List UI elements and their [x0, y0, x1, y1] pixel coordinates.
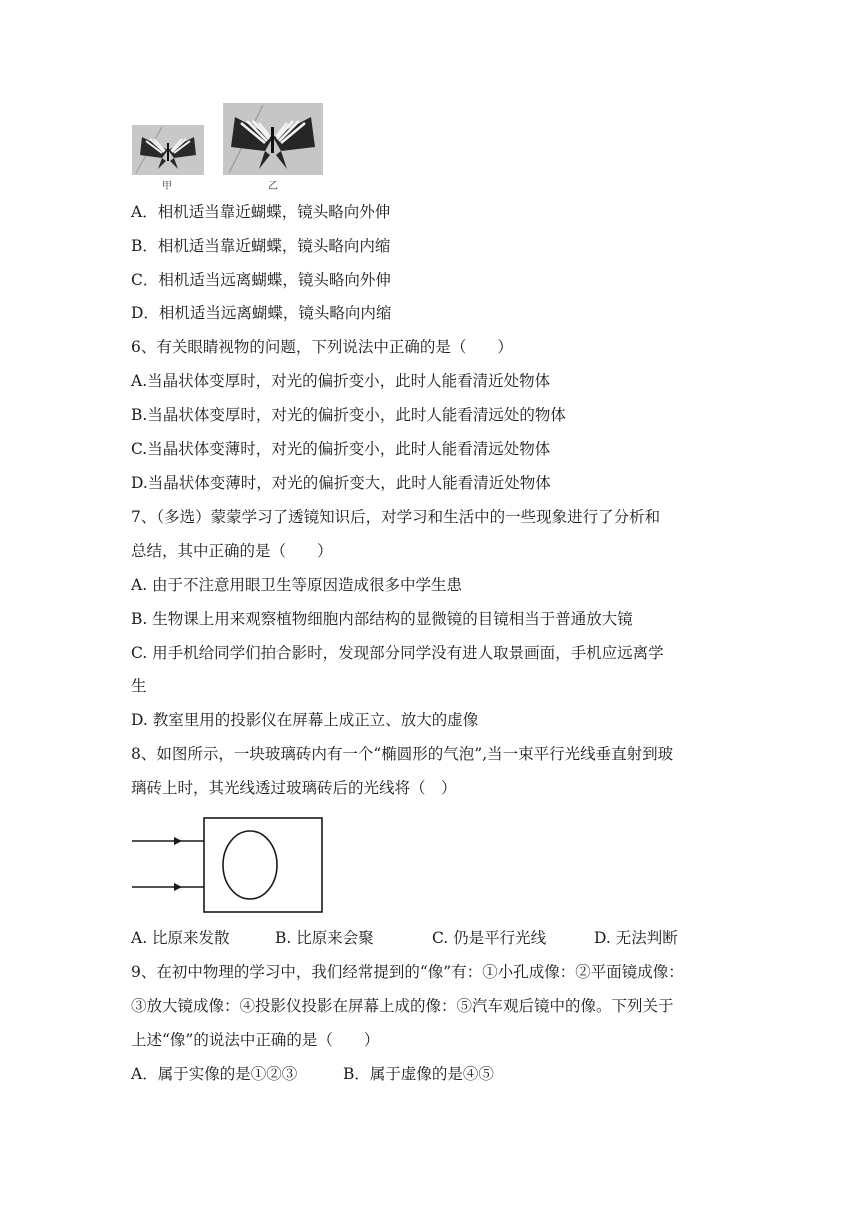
- q5-option-c: C．相机适当远离蝴蝶，镜头略向外伸: [131, 271, 391, 289]
- q8-option-a: A. 比原来发散: [131, 929, 230, 947]
- butterfly-photo-yi: [223, 103, 323, 175]
- arrow-right-icon: [174, 837, 182, 845]
- q7-stem-line2: 总结，其中正确的是（ ）: [131, 542, 333, 560]
- butterfly-icon: [223, 103, 323, 175]
- glass-brick: [204, 818, 322, 912]
- q8-option-c: C. 仍是平行光线: [432, 929, 547, 947]
- q5-option-a: A．相机适当靠近蝴蝶，镜头略向外伸: [131, 203, 391, 221]
- q8-option-d: D. 无法判断: [594, 929, 678, 947]
- glass-brick-diagram: [128, 812, 328, 918]
- q6-stem: 6、有关眼睛视物的问题，下列说法中正确的是（ ）: [131, 338, 513, 356]
- q5-option-d: D．相机适当远离蝴蝶，镜头略向内缩: [131, 304, 392, 322]
- q6-option-b: B.当晶状体变厚时，对光的偏折变小，此时人能看清远处的物体: [131, 406, 566, 424]
- q9-stem-line1: 9、在初中物理的学习中，我们经常提到的“像”有：①小孔成像：②平面镜成像：: [131, 963, 684, 981]
- q7-option-c-cont: 生: [131, 677, 147, 695]
- elliptical-bubble: [223, 831, 277, 899]
- figure-caption-yi: 乙: [268, 181, 278, 192]
- q7-option-b: B. 生物课上用来观察植物细胞内部结构的显微镜的目镜相当于普通放大镜: [131, 610, 633, 628]
- q5-option-b: B．相机适当靠近蝴蝶，镜头略向内缩: [131, 237, 391, 255]
- q8-stem-line2: 璃砖上时，其光线透过玻璃砖后的光线将（ ）: [131, 779, 457, 797]
- arrow-right-icon: [174, 883, 182, 891]
- butterfly-photo-jia: [132, 125, 204, 175]
- q6-option-a: A.当晶状体变厚时，对光的偏折变小，此时人能看清近处物体: [131, 372, 551, 390]
- q9-option-b: B．属于虚像的是④⑤: [343, 1065, 494, 1083]
- q7-option-c: C. 用手机给同学们拍合影时，发现部分同学没有进人取景画面，手机应远离学: [131, 644, 664, 662]
- q7-option-d: D. 教室里用的投影仪在屏幕上成正立、放大的虚像: [131, 711, 479, 729]
- q9-stem-line2: ③放大镜成像：④投影仪投影在屏幕上成的像：⑤汽车观后镜中的像。下列关于: [131, 997, 674, 1015]
- q6-option-c: C.当晶状体变薄时，对光的偏折变小，此时人能看清远处物体: [131, 440, 551, 458]
- q6-option-d: D.当晶状体变薄时，对光的偏折变大，此时人能看清近处物体: [131, 474, 551, 492]
- butterfly-icon: [132, 125, 204, 175]
- q9-stem-line3: 上述“像”的说法中正确的是（ ）: [131, 1031, 380, 1049]
- q7-stem-line1: 7、（多选）蒙蒙学习了透镜知识后，对学习和生活中的一些现象进行了分析和: [131, 508, 661, 526]
- q8-stem-line1: 8、如图所示，一块玻璃砖内有一个“椭圆形的气泡”,当一束平行光线垂直射到玻: [131, 745, 674, 763]
- figure-caption-jia: 甲: [162, 181, 172, 192]
- q7-option-a: A. 由于不注意用眼卫生等原因造成很多中学生患: [131, 576, 463, 594]
- q8-option-b: B. 比原来会聚: [275, 929, 374, 947]
- q9-option-a: A．属于实像的是①②③: [131, 1065, 298, 1083]
